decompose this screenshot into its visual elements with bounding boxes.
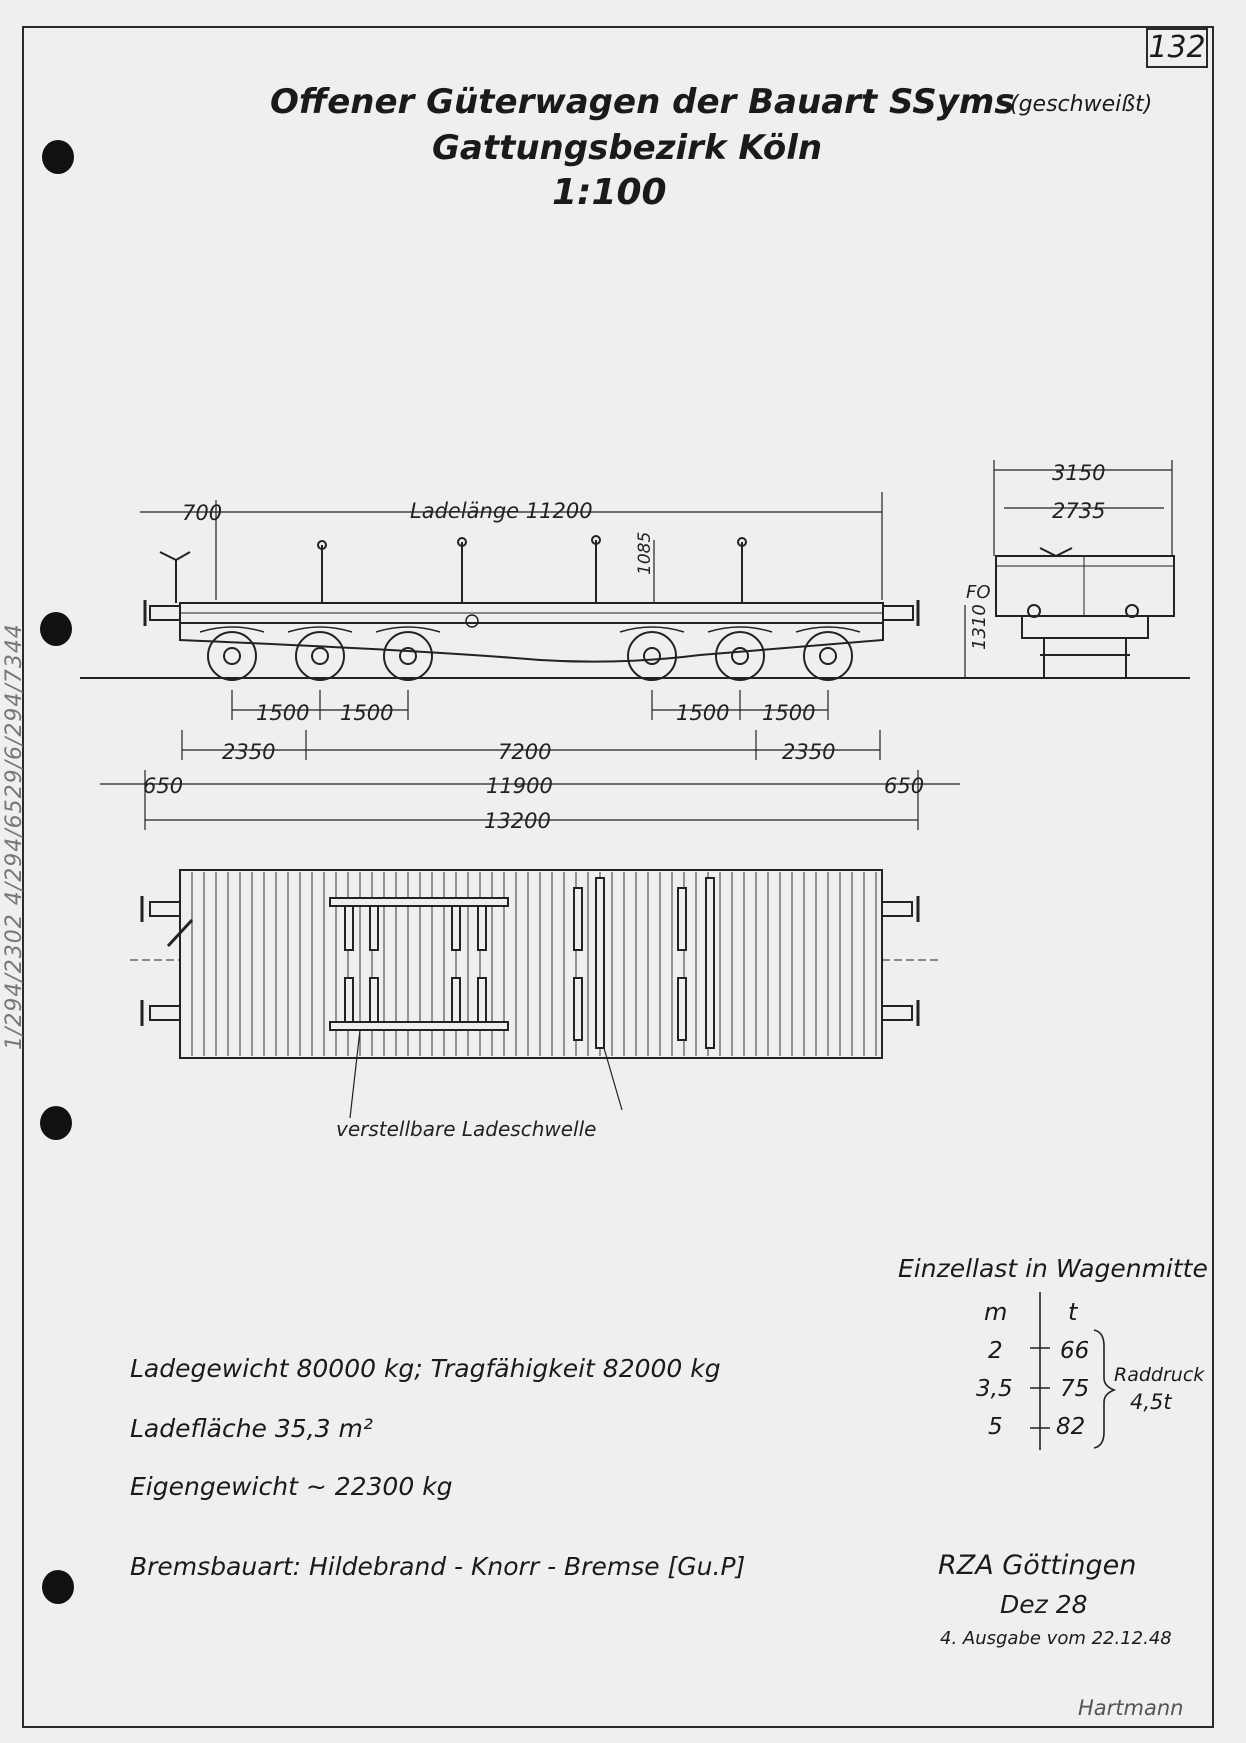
dim-wheel-4: 1500 bbox=[762, 701, 816, 725]
buffer-right bbox=[883, 606, 913, 620]
load-note-line2: 4,5t bbox=[1130, 1390, 1172, 1414]
title-line1: Offener Güterwagen der Bauart SSyms bbox=[270, 82, 1015, 122]
dim-overhang: 700 bbox=[182, 501, 223, 525]
title-line2: Gattungsbezirk Köln bbox=[432, 128, 823, 168]
load-row-2-m: 3,5 bbox=[976, 1376, 1013, 1402]
dim-buffer-right: 650 bbox=[884, 774, 925, 798]
load-row-2-t: 75 bbox=[1060, 1376, 1090, 1402]
issuer-edition: 4. Ausgabe vom 22.12.48 bbox=[940, 1628, 1172, 1649]
dim-load-length: Ladelänge 11200 bbox=[410, 499, 593, 523]
title-suffix: (geschweißt) bbox=[1010, 92, 1153, 117]
stanchions bbox=[318, 536, 746, 603]
spec-tare-weight: Eigengewicht ~ 22300 kg bbox=[130, 1472, 453, 1501]
plan-view bbox=[130, 870, 940, 1118]
buffer-left bbox=[150, 606, 180, 620]
issuer-code: Dez 28 bbox=[1000, 1590, 1088, 1619]
dim-end-width-inner: 2735 bbox=[1052, 499, 1106, 523]
dim-total-length: 13200 bbox=[484, 809, 551, 833]
issuer-name: RZA Göttingen bbox=[938, 1550, 1137, 1581]
dim-frame-length: 11900 bbox=[486, 774, 553, 798]
dim-end-width-outer: 3150 bbox=[1052, 461, 1106, 485]
spec-load-weight: Ladegewicht 80000 kg; Tragfähigkeit 82000 kg bbox=[130, 1354, 721, 1383]
dim-center: 7200 bbox=[498, 740, 552, 764]
load-row-1-t: 66 bbox=[1060, 1338, 1090, 1364]
dim-end-left: 2350 bbox=[222, 740, 276, 764]
signature: Hartmann bbox=[1078, 1696, 1184, 1720]
load-row-3-m: 5 bbox=[988, 1414, 1003, 1440]
wheels bbox=[208, 632, 852, 680]
load-table-col-m: m bbox=[984, 1298, 1008, 1326]
dim-fo: FO bbox=[966, 582, 991, 603]
margin-stamp: 1/294/2302 4/294/6529/6/294/7344 bbox=[2, 623, 27, 1050]
dim-floor-height: 1310 bbox=[969, 604, 990, 650]
page-number: 132 bbox=[1146, 28, 1208, 68]
end-view bbox=[994, 460, 1174, 678]
dim-wheel-1: 1500 bbox=[256, 701, 310, 725]
dim-stanchion-height: 1085 bbox=[635, 531, 655, 575]
dim-wheel-2: 1500 bbox=[340, 701, 394, 725]
spec-load-area: Ladefläche 35,3 m² bbox=[130, 1414, 373, 1443]
load-table-col-t: t bbox=[1068, 1298, 1078, 1326]
dim-end-right: 2350 bbox=[782, 740, 836, 764]
load-table-title: Einzellast in Wagenmitte bbox=[898, 1254, 1208, 1283]
dim-buffer-left: 650 bbox=[143, 774, 184, 798]
scale: 1:100 bbox=[552, 172, 667, 213]
load-note-line1: Raddruck bbox=[1114, 1364, 1205, 1386]
dim-wheel-3: 1500 bbox=[676, 701, 730, 725]
load-row-1-m: 2 bbox=[988, 1338, 1003, 1364]
load-row-3-t: 82 bbox=[1056, 1414, 1086, 1440]
spec-brake-type: Bremsbauart: Hildebrand - Knorr - Bremse [Gu.P] bbox=[130, 1552, 746, 1581]
frame-belly bbox=[180, 623, 883, 662]
plan-label: verstellbare Ladeschwelle bbox=[336, 1117, 597, 1141]
